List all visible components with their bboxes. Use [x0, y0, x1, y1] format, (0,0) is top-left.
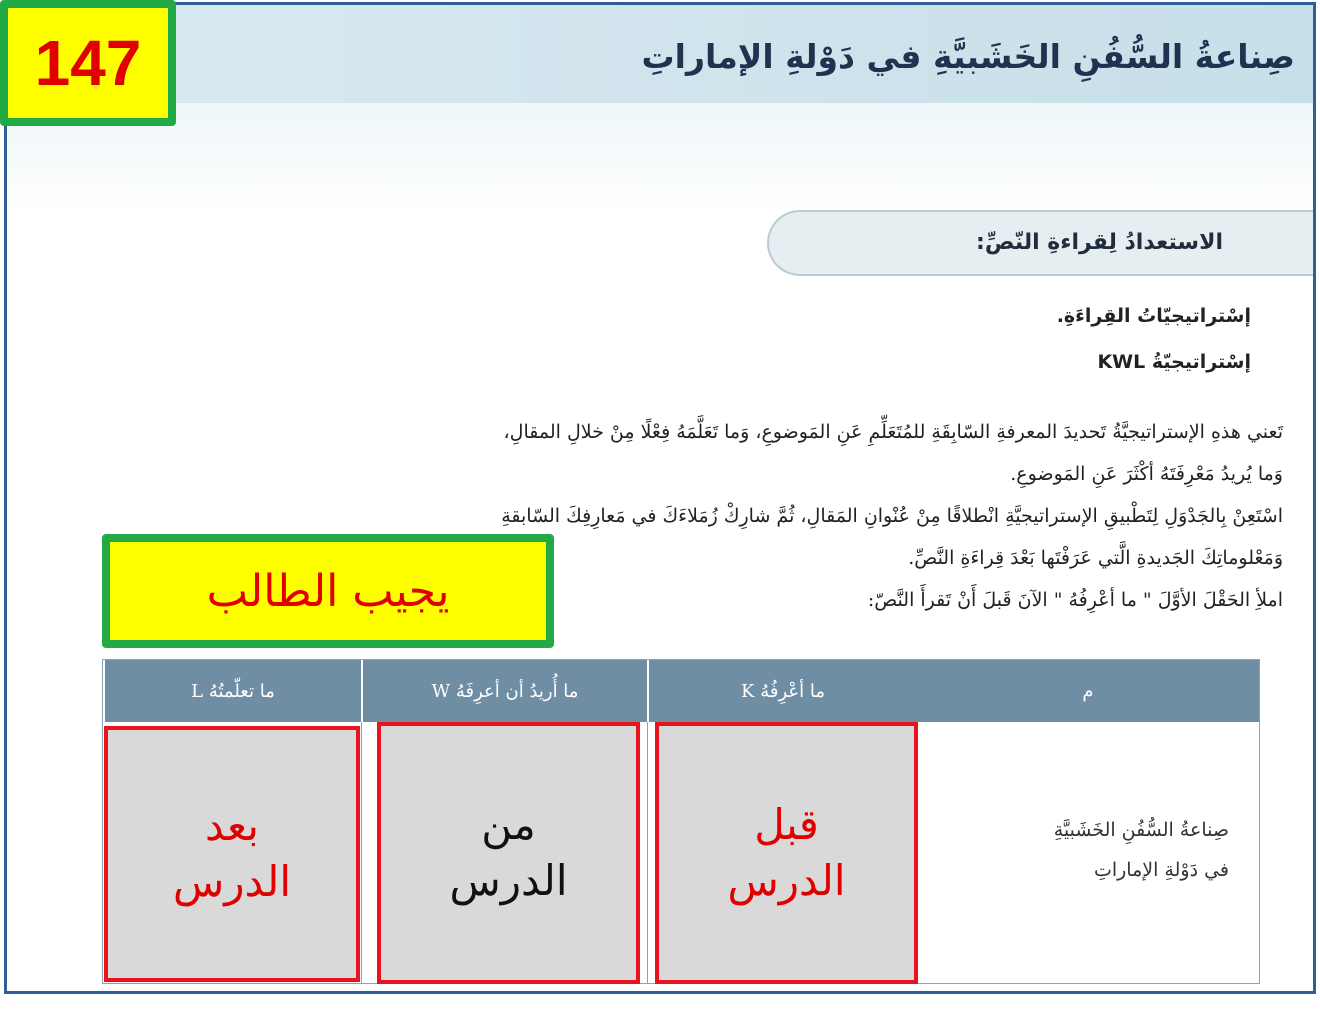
topic-text: [1054, 810, 1229, 890]
strategy-reading: إسْتراتيجيّاتُ القِراءَةِ.: [1056, 305, 1251, 327]
header-number-m: م: [917, 660, 1259, 722]
paragraph-line: تَعني هذهِ الإستراتيجيَّةُ تَحديدَ المعرفةِ السّابِقَةِ للمُتَعَلِّمِ عَنِ المَوضوعِ، وَما تَعَلَّمَهُ فِعْلًا مِنْ خلالِ المقالِ،: [503, 421, 1283, 443]
lesson-title: صِناعةُ السُّفُنِ الخَشَبيَّةِ في دَوْلةِ الإماراتِ: [641, 37, 1295, 76]
answer-before-lesson: [655, 722, 918, 984]
student-answers-note: [102, 534, 554, 648]
student-answers-text: يجيب الطالب: [110, 542, 546, 640]
page-number-badge: [0, 0, 176, 126]
section-heading-pill: [767, 210, 1316, 276]
paragraph-line: املأِ الحَقْلَ الأوَّلَ " ما أعْرِفُهُ " الآنَ قَبلَ أَنْ تَقرأَ النَّصّ:: [867, 589, 1283, 611]
header-fade: [7, 103, 1313, 213]
section-heading: الاستعدادُ لِقراءةِ النّصِّ:: [976, 230, 1223, 255]
paragraph-line: وَما يُريدُ مَعْرِفَتَهُ أكْثَرَ عَنِ المَوضوعِ.: [1010, 463, 1283, 485]
answer-after-lesson: [104, 726, 360, 982]
answer-from-lesson: [377, 722, 640, 984]
header-want-w: ما أُريدُ أن أعرِفَهُ W: [361, 660, 647, 722]
cell-topic: [917, 722, 1259, 983]
answer-after-text: بعد الدرس: [172, 801, 292, 906]
strategy-kwl: إسْتراتيجيّةُ KWL: [1097, 351, 1251, 373]
header-learned-l: ما تعلّمتُهُ L: [103, 660, 361, 722]
answer-before-text: قبل الدرس: [727, 800, 846, 905]
header-know-k: ما أعْرِفُهُ K: [647, 660, 917, 722]
paragraph-line: اسْتَعِنْ بِالجَدْوَلِ لِتَطْبيقِ الإستراتيجيَّةِ انْطلاقًا مِنْ عُنْوانِ المَقالِ، ثُمَّ شارِكْ زُمَلاءَكَ في مَعارِفِكَ السّابقةِ: [501, 505, 1283, 527]
page-number: 147: [8, 8, 168, 118]
paragraph-line: وَمَعْلوماتِكَ الجَديدةِ الَّتي عَرَفْتَها بَعْدَ قِراءَةِ النَّصِّ.: [908, 547, 1283, 569]
answer-from-text: من الدرس: [449, 800, 568, 905]
topic-line: في دَوْلةِ الإماراتِ: [1093, 859, 1229, 881]
topic-line: صِناعةُ السُّفُنِ الخَشَبيَّةِ: [1053, 819, 1229, 841]
